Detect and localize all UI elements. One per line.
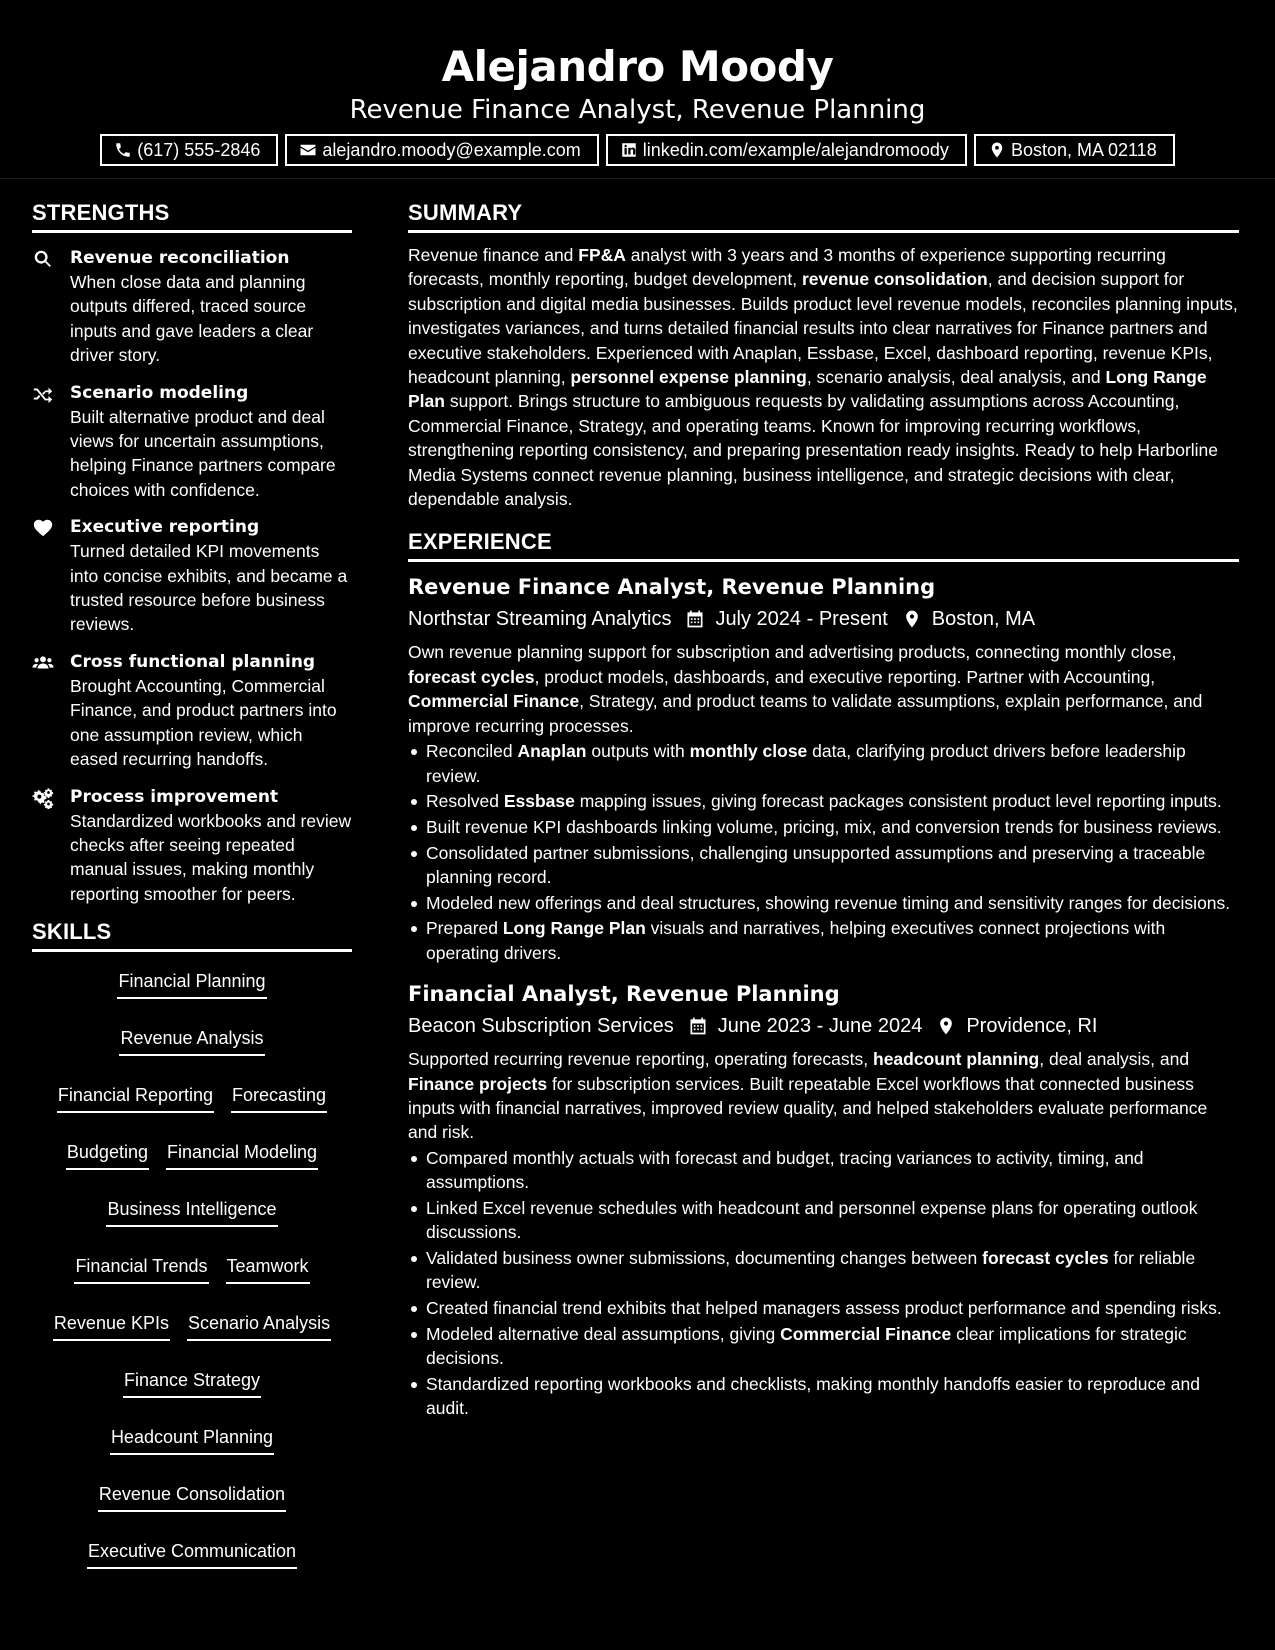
job-description: Own revenue planning support for subscription and advertising products, connecting monthly close, forecast cycles, product models, dashboards, and executive reporting. Partner with Accounting, Commercial Finance, Strategy, and product teams to validate assumptions, explain performance, and improve recurring processes. bbox=[408, 642, 1203, 736]
linkedin-icon bbox=[620, 141, 638, 159]
skill-tag: Executive Communication bbox=[87, 1538, 297, 1569]
summary-text: Revenue finance and FP&A analyst with 3 years and 3 months of experience supporting recurring forecasts, monthly reporting, budget development, revenue consolidation, and decision support for subscription and digital media businesses. Builds product level revenue models, reconciles planning inputs, investigates variances, and turns detailed financial results into clear narratives for Finance partners and executive stakeholders. Experienced with Anaplan, Essbase, Excel, dashboard reporting, revenue KPIs, headcount planning, personnel expense planning, scenario analysis, deal analysis, and Long Range Plan support. Brings structure to ambiguous requests by validating assumptions across Accounting, Commercial Finance, Strategy, and operating teams. Known for improving recurring workflows, strengthening reporting consistency, and preparing presentation ready insights. Ready to help Harborline Media Systems connect revenue planning, business intelligence, and strategic decisions with clear, dependable analysis. bbox=[408, 245, 1238, 510]
skills-list bbox=[32, 968, 352, 1569]
job-entry bbox=[408, 979, 1239, 1421]
job-bullet: Linked Excel revenue schedules with headcount and personnel expense plans for operating outlook discussions. bbox=[408, 1196, 1239, 1245]
users-icon bbox=[32, 652, 54, 674]
phone-text: (617) 555-2846 bbox=[137, 139, 261, 160]
resume-header bbox=[0, 0, 1275, 179]
emphasis-text: forecast cycles bbox=[408, 666, 535, 687]
skills-heading: SKILLS bbox=[32, 919, 352, 952]
candidate-name: Alejandro Moody bbox=[441, 42, 834, 91]
job-meta bbox=[408, 603, 1239, 635]
job-entry bbox=[408, 572, 1239, 965]
job-bullet: Reconciled Anaplan outputs with monthly close data, clarifying product drivers before leadership review. bbox=[408, 739, 1239, 788]
skill-tag: Financial Reporting bbox=[57, 1082, 214, 1113]
summary-heading: SUMMARY bbox=[408, 200, 1239, 233]
email-text: alejandro.moody@example.com bbox=[322, 139, 581, 160]
strength-description: When close data and planning outputs differed, traced source inputs and gave leaders a clear driver story. bbox=[70, 272, 314, 366]
skill-tag: Revenue Analysis bbox=[119, 1025, 264, 1056]
job-dates: June 2023 - June 2024 bbox=[717, 1015, 923, 1038]
job-bullet: Consolidated partner submissions, challenging unsupported assumptions and preserving a traceable planning record. bbox=[408, 841, 1239, 890]
strength-description: Standardized workbooks and review checks after seeing repeated manual issues, making monthly reporting smoother for peers. bbox=[70, 810, 352, 904]
candidate-headline: Revenue Finance Analyst, Revenue Planning bbox=[349, 95, 926, 125]
skill-tag: Finance Strategy bbox=[123, 1367, 261, 1398]
heart-icon bbox=[32, 517, 54, 539]
contact-bar bbox=[0, 134, 1275, 166]
skill-tag: Business Intelligence bbox=[106, 1196, 277, 1227]
location-text: Boston, MA 02118 bbox=[1010, 139, 1157, 160]
map-pin-icon bbox=[988, 141, 1006, 159]
skill-tag: Teamwork bbox=[226, 1253, 310, 1284]
map-pin-icon bbox=[902, 609, 922, 629]
left-column bbox=[32, 200, 352, 1569]
linkedin-contact[interactable] bbox=[606, 134, 967, 166]
emphasis-text: FP&A bbox=[578, 245, 626, 265]
strength-title: Process improvement bbox=[70, 786, 279, 807]
strength-description: Brought Accounting, Commercial Finance, and product partners into one assumption review, which eased recurring handoffs. bbox=[70, 675, 337, 770]
skill-tag: Financial Modeling bbox=[166, 1139, 318, 1170]
job-bullet: Modeled new offerings and deal structures, showing revenue timing and sensitivity ranges for decisions. bbox=[408, 891, 1239, 915]
job-bullets bbox=[408, 1146, 1239, 1421]
job-meta bbox=[408, 1010, 1239, 1042]
strength-item bbox=[32, 515, 352, 637]
strength-title: Cross functional planning bbox=[70, 651, 316, 672]
job-bullet: Compared monthly actuals with forecast and budget, tracing variances to activity, timing, and assumptions. bbox=[408, 1146, 1239, 1195]
gears-icon bbox=[32, 787, 54, 809]
job-dates: July 2024 - Present bbox=[715, 608, 888, 631]
strengths-list bbox=[32, 246, 352, 906]
skill-tag: Scenario Analysis bbox=[187, 1310, 331, 1341]
emphasis-text: monthly close bbox=[689, 741, 808, 762]
emphasis-text: personnel expense planning bbox=[570, 367, 807, 388]
emphasis-text: revenue consolidation bbox=[801, 269, 988, 290]
search-icon bbox=[32, 248, 54, 270]
email-contact[interactable] bbox=[285, 134, 598, 166]
strength-title: Revenue reconciliation bbox=[70, 248, 290, 268]
strength-title: Scenario modeling bbox=[70, 382, 249, 403]
strength-item bbox=[32, 246, 352, 368]
job-bullet: Prepared Long Range Plan visuals and narratives, helping executives connect projections with operating drivers. bbox=[408, 916, 1239, 965]
job-bullet: Created financial trend exhibits that helped managers assess product performance and spending risks. bbox=[408, 1296, 1239, 1320]
skill-tag: Headcount Planning bbox=[110, 1424, 274, 1455]
right-column bbox=[408, 200, 1239, 1422]
strength-item bbox=[32, 650, 352, 772]
strength-item bbox=[32, 785, 352, 907]
job-description: Supported recurring revenue reporting, operating forecasts, headcount planning, deal analysis, and Finance projects for subscription services. Built repeatable Excel workflows that connected business inputs with financial narratives, improved review quality, and helped stakeholders evaluate performance and risk. bbox=[408, 1049, 1208, 1143]
job-location: Boston, MA bbox=[931, 608, 1036, 631]
emphasis-text: forecast cycles bbox=[982, 1248, 1109, 1269]
skill-tag: Revenue Consolidation bbox=[98, 1481, 286, 1512]
location-contact bbox=[974, 134, 1175, 166]
emphasis-text: Anaplan bbox=[517, 741, 587, 762]
strength-title: Executive reporting bbox=[70, 517, 260, 538]
envelope-icon bbox=[299, 141, 317, 159]
strengths-heading: STRENGTHS bbox=[32, 200, 352, 233]
job-bullet: Standardized reporting workbooks and checklists, making monthly handoffs easier to reproduce and audit. bbox=[408, 1372, 1239, 1421]
linkedin-text: linkedin.com/example/alejandromoody bbox=[642, 139, 949, 160]
skill-tag: Budgeting bbox=[66, 1139, 149, 1170]
emphasis-text: Long Range Plan bbox=[502, 918, 646, 939]
map-pin-icon bbox=[936, 1016, 956, 1036]
strength-description: Built alternative product and deal views for uncertain assumptions, helping Finance partners compare choices with confidence. bbox=[70, 406, 336, 500]
emphasis-text: Commercial Finance bbox=[780, 1323, 952, 1344]
emphasis-text: Essbase bbox=[503, 791, 575, 812]
company-name: Northstar Streaming Analytics bbox=[408, 608, 672, 631]
experience-heading: EXPERIENCE bbox=[408, 529, 1239, 562]
strength-item bbox=[32, 381, 352, 503]
emphasis-text: Finance projects bbox=[408, 1073, 548, 1094]
skill-tag: Financial Trends bbox=[74, 1253, 208, 1284]
phone-contact[interactable] bbox=[100, 134, 278, 166]
skill-tag: Financial Planning bbox=[117, 968, 266, 999]
phone-icon bbox=[114, 141, 132, 159]
shuffle-icon bbox=[32, 383, 54, 405]
calendar-icon bbox=[685, 609, 705, 629]
calendar-icon bbox=[688, 1016, 708, 1036]
job-title: Financial Analyst, Revenue Planning bbox=[408, 982, 840, 1007]
job-bullet: Resolved Essbase mapping issues, giving forecast packages consistent product level reporting inputs. bbox=[408, 789, 1239, 813]
strength-description: Turned detailed KPI movements into concise exhibits, and became a trusted resource before business reviews. bbox=[70, 541, 348, 635]
job-bullet: Validated business owner submissions, documenting changes between forecast cycles for reliable review. bbox=[408, 1246, 1239, 1295]
job-location: Providence, RI bbox=[966, 1015, 1098, 1038]
skill-tag: Revenue KPIs bbox=[53, 1310, 170, 1341]
emphasis-text: Long Range Plan bbox=[408, 367, 1207, 412]
job-bullet: Modeled alternative deal assumptions, giving Commercial Finance clear implications for strategic decisions. bbox=[408, 1322, 1239, 1371]
job-title: Revenue Finance Analyst, Revenue Planning bbox=[408, 575, 936, 600]
emphasis-text: Commercial Finance bbox=[408, 691, 580, 712]
job-bullet: Built revenue KPI dashboards linking volume, pricing, mix, and conversion trends for business reviews. bbox=[408, 815, 1239, 839]
job-bullets bbox=[408, 739, 1239, 965]
company-name: Beacon Subscription Services bbox=[408, 1015, 674, 1038]
skill-tag: Forecasting bbox=[231, 1082, 327, 1113]
emphasis-text: headcount planning bbox=[873, 1049, 1040, 1070]
